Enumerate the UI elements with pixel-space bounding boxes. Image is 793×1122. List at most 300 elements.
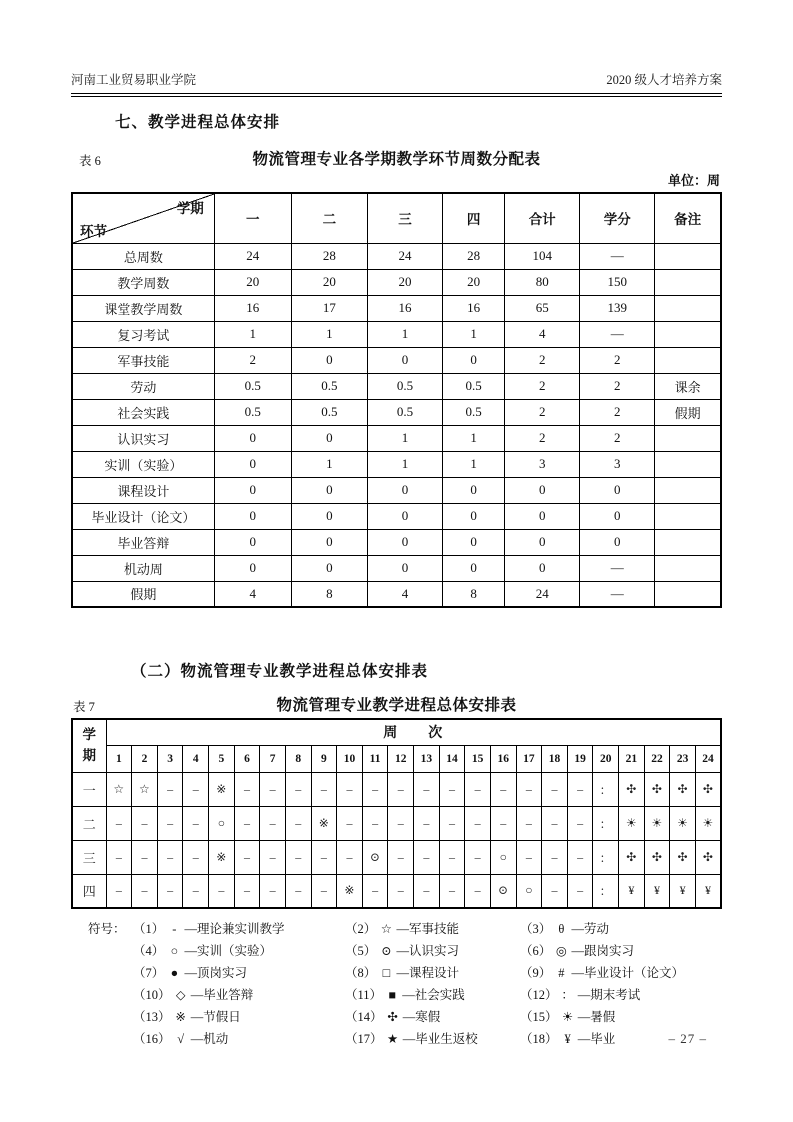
table7-week-cell: –	[311, 840, 337, 874]
table6-row	[72, 503, 721, 529]
legend-item-desc: —毕业答辩	[187, 988, 254, 1002]
running-head	[71, 70, 722, 88]
table6-cell: —	[580, 555, 655, 581]
table6-cell: 0	[214, 425, 291, 451]
table7-week-cell: –	[542, 874, 568, 908]
table7-week-cell: ：	[593, 840, 619, 874]
legend-item	[345, 1029, 520, 1047]
legend-item-number: （5）	[345, 944, 380, 958]
legend-symbol-12: ：	[561, 988, 574, 1002]
table7-week-cell: ¥	[619, 874, 645, 908]
table7-title: 物流管理专业教学进程总体安排表	[276, 697, 517, 714]
table7-week-cell: –	[132, 806, 158, 840]
table7-week-cell: –	[157, 806, 183, 840]
legend-item	[345, 919, 520, 937]
table6-cell: 1	[367, 451, 442, 477]
table6-cell: 2	[580, 373, 655, 399]
table7-week-cell: –	[490, 806, 516, 840]
table6-cell: 24	[505, 581, 580, 607]
table7-week-number: 10	[337, 745, 363, 772]
table6-cell: 16	[367, 295, 442, 321]
corner-label-item: 环节	[80, 223, 107, 239]
table6-cell: 24	[367, 243, 442, 269]
table6-cell: 24	[214, 243, 291, 269]
table6-cell: 3	[505, 451, 580, 477]
table6-cell: 0	[367, 503, 442, 529]
table7-week-cell: –	[388, 840, 414, 874]
legend-item-number: （18）	[520, 1032, 561, 1046]
table6-unit: 单位：周	[667, 173, 720, 188]
table7-week-cell: ✣	[644, 840, 670, 874]
table6-row	[72, 555, 721, 581]
legend-symbol-15: ☀	[562, 1010, 574, 1024]
legend-symbol-17: ★	[387, 1032, 399, 1046]
table7-week-cell: –	[439, 806, 465, 840]
legend-item-number: （12）	[520, 988, 561, 1002]
legend-symbol-16: √	[177, 1032, 185, 1046]
table7-week-cell: –	[516, 840, 542, 874]
symbol-legend	[71, 917, 722, 1049]
table6-cell: 0	[580, 503, 655, 529]
table6-row	[72, 451, 721, 477]
running-head-left: 河南工业贸易职业学院	[71, 73, 197, 87]
table6-cell: 0	[443, 503, 505, 529]
table7-week-number: 23	[670, 745, 696, 772]
table6-cell: 3	[580, 451, 655, 477]
table6-cell: 0	[505, 555, 580, 581]
table7-week-cell: –	[285, 874, 311, 908]
legend-item-number: （3）	[520, 922, 555, 936]
table7-week-cell: –	[542, 840, 568, 874]
table6-title: 物流管理专业各学期教学环节周数分配表	[252, 151, 541, 168]
table7-weeknum-row	[72, 745, 721, 772]
table7-week-cell: –	[311, 772, 337, 806]
legend-symbol-6: ◎	[555, 944, 567, 958]
table6-cell: —	[580, 321, 655, 347]
table6-cell	[655, 581, 721, 607]
table7-week-number: 22	[644, 745, 670, 772]
table7-week-cell: –	[183, 840, 209, 874]
legend-item	[133, 941, 345, 959]
table6-row	[72, 581, 721, 607]
legend-item	[133, 963, 345, 981]
table6-row-label: 总周数	[72, 243, 214, 269]
legend-symbol-10: ◇	[175, 988, 186, 1002]
table7-semester-row	[72, 772, 721, 806]
legend-symbol-18: ¥	[564, 1032, 571, 1046]
table6-cell: 0	[580, 529, 655, 555]
table6-cell: 104	[505, 243, 580, 269]
table7-week-cell: ○	[209, 806, 235, 840]
table6-cell: 16	[214, 295, 291, 321]
table6-cell	[655, 269, 721, 295]
legend-item-number: （14）	[345, 1010, 386, 1024]
table6-cell: 8	[291, 581, 367, 607]
table6-row-label: 认识实习	[72, 425, 214, 451]
table7-week-cell: –	[516, 806, 542, 840]
table7-week-cell: –	[157, 840, 183, 874]
legend-item-desc: —顶岗实习	[181, 966, 248, 980]
table6-cell: 1	[443, 451, 505, 477]
table6-cell: 4	[505, 321, 580, 347]
table6-cell: 0	[291, 477, 367, 503]
table7-week-cell: –	[234, 874, 260, 908]
legend-item-number: （11）	[345, 988, 386, 1002]
legend-item-desc: —毕业生返校	[399, 1032, 478, 1046]
table6-row-label: 军事技能	[72, 347, 214, 373]
table7-week-cell: –	[567, 806, 593, 840]
table7-week-cell: –	[567, 840, 593, 874]
legend-prefix: 符号：	[88, 922, 126, 936]
table7-corner-semester: 学期	[72, 719, 106, 772]
table7-week-cell: ☀	[695, 806, 721, 840]
table7-semester-label: 四	[72, 874, 106, 908]
table6-row-label: 复习考试	[72, 321, 214, 347]
table6-cell: 8	[443, 581, 505, 607]
table7-week-number: 15	[465, 745, 491, 772]
table6-row-label: 社会实践	[72, 399, 214, 425]
legend-row	[71, 917, 722, 939]
table7-week-cell: –	[516, 772, 542, 806]
legend-item-number: （4）	[133, 944, 168, 958]
table7-week-cell: –	[106, 806, 132, 840]
table7-week-cell: ⊙	[362, 840, 388, 874]
table6-cell: 1	[443, 321, 505, 347]
table6-label: 表 6	[79, 154, 101, 168]
table6-row	[72, 347, 721, 373]
table6-col-4: 四	[443, 193, 505, 243]
table6-cell: 0	[291, 347, 367, 373]
table7-week-number: 8	[285, 745, 311, 772]
table6-cell: 20	[443, 269, 505, 295]
legend-item-desc: —毕业	[574, 1032, 616, 1046]
table6-cell: 28	[291, 243, 367, 269]
table7-week-cell: –	[260, 806, 286, 840]
table6-row	[72, 425, 721, 451]
table6-cell: 0	[367, 529, 442, 555]
table6-cell	[655, 477, 721, 503]
table7-week-cell: –	[362, 772, 388, 806]
table7-week-cell: –	[414, 806, 440, 840]
table7-week-cell: ※	[337, 874, 363, 908]
table6-cell	[655, 295, 721, 321]
table6-cell: 2	[580, 425, 655, 451]
legend-item-desc: —节假日	[187, 1010, 241, 1024]
legend-item-number: （1）	[133, 922, 168, 936]
table7-week-cell: –	[285, 772, 311, 806]
legend-symbol-5: ⊙	[381, 944, 392, 958]
table6-row-label: 课程设计	[72, 477, 214, 503]
table7-semester-label: 二	[72, 806, 106, 840]
table6-cell: 0	[443, 555, 505, 581]
table7-week-cell: –	[362, 806, 388, 840]
table6-cell: 0	[505, 503, 580, 529]
table7-week-cell: –	[337, 840, 363, 874]
legend-symbol-7: ●	[170, 966, 179, 980]
table6-cell: 16	[443, 295, 505, 321]
table7-semester-label: 一	[72, 772, 106, 806]
table7-week-cell: ¥	[695, 874, 721, 908]
table7-week-cell: ☀	[670, 806, 696, 840]
teaching-schedule-table	[71, 718, 722, 909]
table7-week-cell: –	[388, 874, 414, 908]
table6-cell: 2	[580, 347, 655, 373]
table6-cell: 0.5	[214, 399, 291, 425]
weeks-distribution-table	[71, 192, 722, 608]
table7-week-cell: –	[260, 874, 286, 908]
table6-corner-cell	[72, 193, 214, 243]
legend-item-number: （8）	[345, 966, 380, 980]
table6-cell: 2	[580, 399, 655, 425]
table6-cell: 2	[505, 373, 580, 399]
table6-cell: 0	[291, 555, 367, 581]
table6-cell: 150	[580, 269, 655, 295]
table6-cell: 1	[443, 425, 505, 451]
legend-item	[520, 941, 722, 959]
table6-cell	[655, 503, 721, 529]
table7-week-cell: –	[132, 840, 158, 874]
table7-week-cell: ✣	[695, 772, 721, 806]
table6-cell: 0	[291, 425, 367, 451]
table7-week-cell: –	[106, 840, 132, 874]
running-head-right: 2020 级人才培养方案	[606, 73, 722, 87]
table6-caption-row	[71, 147, 722, 169]
table6-cell	[655, 451, 721, 477]
table7-week-header: 周 次	[106, 719, 721, 745]
table7-week-cell: –	[388, 806, 414, 840]
table7-week-cell: ○	[516, 874, 542, 908]
table6-cell: 0.5	[367, 399, 442, 425]
table6-row	[72, 243, 721, 269]
table7-week-cell: ✣	[644, 772, 670, 806]
table6-cell: —	[580, 581, 655, 607]
table7-week-cell: –	[285, 806, 311, 840]
table7-week-number: 9	[311, 745, 337, 772]
legend-item-desc: —寒假	[399, 1010, 441, 1024]
section-title: 七、教学进程总体安排	[115, 114, 281, 131]
table7-week-cell: –	[106, 874, 132, 908]
legend-item-number: （10）	[133, 988, 174, 1002]
table6-row	[72, 295, 721, 321]
table7-week-cell: –	[362, 874, 388, 908]
table6-cell	[655, 529, 721, 555]
table7-week-number: 14	[439, 745, 465, 772]
table6-cell: 0.5	[367, 373, 442, 399]
table6-row-label: 课堂教学周数	[72, 295, 214, 321]
legend-item-desc: —暑假	[574, 1010, 616, 1024]
table7-week-number: 1	[106, 745, 132, 772]
table7-week-cell: –	[465, 772, 491, 806]
legend-item	[133, 1029, 345, 1047]
table6-cell: 0	[367, 477, 442, 503]
table7-week-cell: –	[311, 874, 337, 908]
table7-week-number: 4	[183, 745, 209, 772]
table7-label: 表 7	[73, 700, 95, 714]
table6-cell	[655, 555, 721, 581]
table7-week-cell: –	[234, 806, 260, 840]
legend-item-number: （17）	[345, 1032, 386, 1046]
table7-week-cell: ✣	[670, 772, 696, 806]
legend-item-desc: —理论兼实训教学	[181, 922, 285, 936]
table6-cell	[655, 425, 721, 451]
table7-week-number: 5	[209, 745, 235, 772]
table7-week-cell: –	[414, 840, 440, 874]
header-rule	[71, 93, 722, 97]
table6-cell: 0	[291, 529, 367, 555]
table6-cell: 2	[214, 347, 291, 373]
table6-cell: 0	[214, 451, 291, 477]
table7-semester-row	[72, 874, 721, 908]
table7-week-cell: –	[234, 772, 260, 806]
table7-week-cell: ☆	[106, 772, 132, 806]
table7-semester-row	[72, 806, 721, 840]
table7-week-number: 3	[157, 745, 183, 772]
table7-week-cell: ：	[593, 806, 619, 840]
table7-week-number: 18	[542, 745, 568, 772]
table7-week-cell: –	[337, 806, 363, 840]
table7-week-number: 17	[516, 745, 542, 772]
table7-week-cell: –	[234, 840, 260, 874]
table7-week-cell: ✣	[619, 840, 645, 874]
table7-week-cell: –	[260, 772, 286, 806]
table6-cell: 4	[214, 581, 291, 607]
table6-cell: 2	[505, 425, 580, 451]
table6-cell: 0.5	[291, 399, 367, 425]
table6-row	[72, 321, 721, 347]
table6-cell: 4	[367, 581, 442, 607]
legend-item-number: （15）	[520, 1010, 561, 1024]
table7-week-cell: –	[183, 874, 209, 908]
table6-cell: 0	[443, 529, 505, 555]
table6-cell: 139	[580, 295, 655, 321]
table6-cell	[655, 243, 721, 269]
legend-symbol-1: -	[172, 922, 177, 936]
legend-item	[520, 985, 722, 1003]
legend-item	[133, 985, 345, 1003]
table7-week-cell: –	[285, 840, 311, 874]
table6-cell: 0	[214, 555, 291, 581]
legend-item	[345, 963, 520, 981]
table6-header-row	[72, 193, 721, 243]
table7-week-cell: –	[439, 840, 465, 874]
table6-cell: 20	[367, 269, 442, 295]
legend-item-desc: —毕业设计（论文）	[568, 966, 685, 980]
table6-row-label: 毕业答辩	[72, 529, 214, 555]
legend-item-number: （16）	[133, 1032, 174, 1046]
table6-row-label: 教学周数	[72, 269, 214, 295]
legend-symbol-2: ☆	[380, 922, 392, 936]
table6-cell: 0	[214, 529, 291, 555]
table7-week-cell: –	[260, 840, 286, 874]
legend-item-desc: —机动	[187, 1032, 229, 1046]
table7-week-cell: ✣	[695, 840, 721, 874]
legend-item-desc: —认识实习	[393, 944, 460, 958]
table7-week-cell: ：	[593, 772, 619, 806]
table7-week-cell: –	[157, 874, 183, 908]
table6-cell: 1	[367, 321, 442, 347]
table7-week-cell: ☀	[619, 806, 645, 840]
section2-title: （二）物流管理专业教学进程总体安排表	[131, 663, 429, 680]
legend-item-desc: —劳动	[568, 922, 610, 936]
legend-item	[345, 941, 520, 959]
table7-week-cell: ☆	[132, 772, 158, 806]
legend-item-desc: —期末考试	[574, 988, 641, 1002]
table6-cell: 0	[505, 477, 580, 503]
table7-week-cell: –	[414, 874, 440, 908]
table7-week-cell: ※	[311, 806, 337, 840]
table6-col-1: 一	[214, 193, 291, 243]
table6-cell: 0.5	[443, 399, 505, 425]
legend-row	[71, 939, 722, 961]
table6-cell: —	[580, 243, 655, 269]
legend-item-number: （9）	[520, 966, 555, 980]
legend-item-desc: —实训（实验）	[181, 944, 273, 958]
table6-cell: 0.5	[443, 373, 505, 399]
legend-row	[71, 1005, 722, 1027]
table6-cell: 80	[505, 269, 580, 295]
table6-cell: 28	[443, 243, 505, 269]
table6-cell: 0	[367, 347, 442, 373]
legend-symbol-14: ✣	[387, 1010, 398, 1024]
table7-week-cell: –	[209, 874, 235, 908]
table6-cell: 0	[443, 347, 505, 373]
legend-item	[520, 1007, 722, 1025]
legend-item	[520, 919, 722, 937]
table6-col-remarks: 备注	[655, 193, 721, 243]
table7-weekhead-row	[72, 719, 721, 745]
legend-item-number: （2）	[345, 922, 380, 936]
table6-cell: 0	[443, 477, 505, 503]
table6-row	[72, 477, 721, 503]
table6-row	[72, 269, 721, 295]
table6-cell: 0.5	[214, 373, 291, 399]
legend-item	[520, 963, 722, 981]
table6-cell: 0	[505, 529, 580, 555]
legend-item	[345, 1007, 520, 1025]
table7-week-number: 13	[414, 745, 440, 772]
table6-cell	[655, 347, 721, 373]
legend-item	[345, 985, 520, 1003]
table7-week-cell: ⊙	[490, 874, 516, 908]
table6-row-label: 劳动	[72, 373, 214, 399]
table7-week-cell: –	[542, 772, 568, 806]
table6-cell: 2	[505, 347, 580, 373]
table7-week-cell: –	[465, 806, 491, 840]
table7-week-cell: –	[490, 772, 516, 806]
legend-item-number: （6）	[520, 944, 555, 958]
table6-row-label: 实训（实验）	[72, 451, 214, 477]
table6-col-3: 三	[367, 193, 442, 243]
table7-week-cell: ☀	[644, 806, 670, 840]
table7-week-number: 11	[362, 745, 388, 772]
table7-week-cell: ※	[209, 772, 235, 806]
table7-week-cell: ¥	[644, 874, 670, 908]
table7-week-cell: ¥	[670, 874, 696, 908]
table6-cell: 假期	[655, 399, 721, 425]
table7-week-cell: –	[132, 874, 158, 908]
table7-week-number: 19	[567, 745, 593, 772]
table7-week-cell: –	[567, 772, 593, 806]
table7-week-number: 20	[593, 745, 619, 772]
table7-week-cell: ○	[490, 840, 516, 874]
table6-col-2: 二	[291, 193, 367, 243]
table6-cell: 课余	[655, 373, 721, 399]
table7-week-number: 16	[490, 745, 516, 772]
table6-cell: 20	[214, 269, 291, 295]
table6-cell: 0	[291, 503, 367, 529]
page-number: – 27 –	[668, 1031, 707, 1046]
table6-cell: 1	[291, 451, 367, 477]
